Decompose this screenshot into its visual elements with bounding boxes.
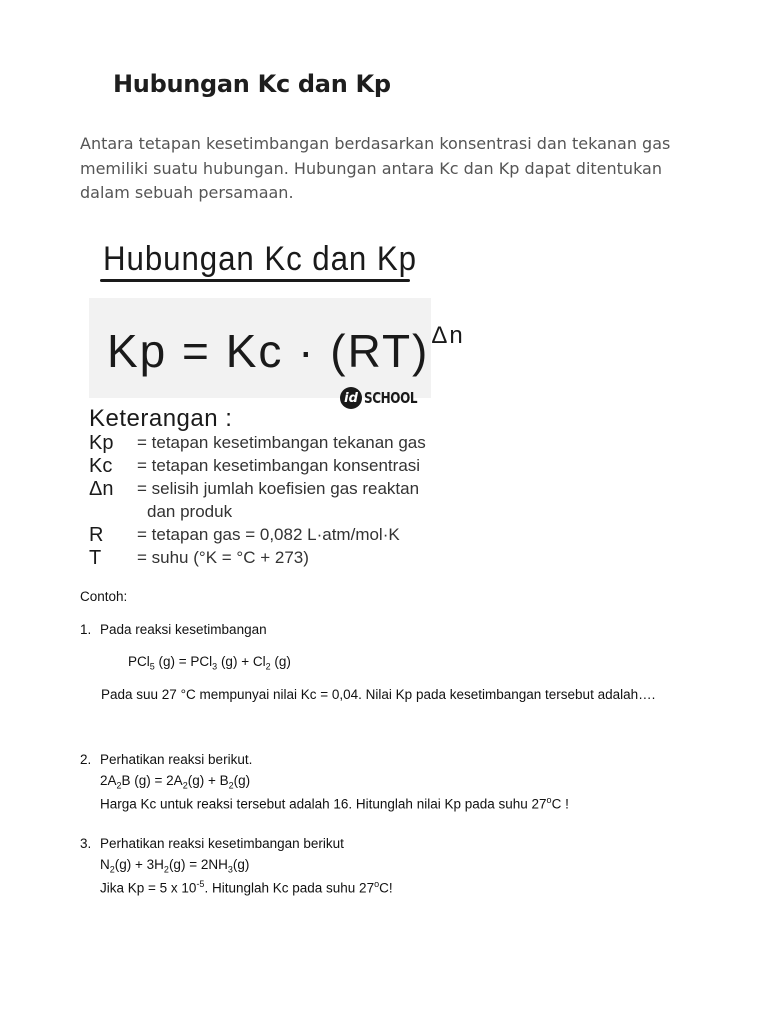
legend-symbol: Δn [89,478,114,500]
logo-text: SCHOOL [364,389,418,407]
idschool-logo [340,385,430,411]
legend-row [89,501,449,524]
examples-heading: Contoh: [80,589,128,604]
example-3-question-text: . Hitunglah Kc pada suhu 27 [204,880,375,896]
legend-symbol: T [89,547,102,569]
legend-description: = tetapan gas = 0,082 L·atm/mol·K [137,525,400,544]
legend-heading: Keterangan : [89,405,233,432]
legend-row [89,547,449,570]
degree-sign: o [374,879,380,889]
example-3-intro: Perhatikan reaksi kesetimbangan berikut [100,836,344,851]
note-title: Hubungan Kc dan Kp [103,240,417,278]
logo-mark-icon: id [340,387,362,409]
legend-list [89,432,449,570]
example-2-question-unit: C ! [551,796,569,812]
intro-paragraph [80,132,720,206]
example-3-question-unit: C! [379,880,393,896]
formula-exponent: Δn [431,321,465,349]
example-2-question-text: Harga Kc untuk reaksi tersebut adalah 16. Hitunglah nilai Kp pada suhu 27 [100,796,547,812]
example-3-question [100,879,393,896]
note-title-underline [100,279,410,282]
example-2-intro: Perhatikan reaksi berikut. [100,752,253,767]
intro-line: dalam sebuah persamaan. [80,183,294,202]
example-3-number: 3. [80,836,92,851]
example-1-equation: PCl$_5$ (g) = PCl$_3$ $(g) + Cl_2$ (g) [128,654,291,672]
example-1-question: Pada suu 27 °C mempunyai nilai Kc = 0,04. Nilai Kp pada kesetimbangan tersebut adalah…. [101,687,656,702]
legend-row [89,524,449,547]
example-2-equation: $2A_2B$ $(g) = 2A_2(g) + B_2(g)$ [100,773,251,791]
legend-description: = selisih jumlah koefisien gas reaktan [137,479,420,498]
kp-kc-formula [107,321,465,378]
example-3-equation: $N_2(g) + 3H_2(g) = 2NH_3(g)$ [100,857,250,875]
example-1-number: 1. [80,622,92,637]
legend-symbol: Kc [89,455,113,477]
example-1-intro: Pada reaksi kesetimbangan [100,622,267,637]
degree-sign: o [546,795,552,805]
legend-row [89,432,449,455]
exponent: -5 [196,879,205,889]
example-2-number: 2. [80,752,92,767]
example-2-question [100,795,569,812]
legend-description: = tetapan kesetimbangan konsentrasi [137,456,421,475]
formula-text: Kp = Kc · (RT) [107,325,430,377]
page-title: Hubungan Kc dan Kp [113,70,391,98]
intro-line: Antara tetapan kesetimbangan berdasarkan konsentrasi dan tekanan gas [80,134,671,153]
legend-description: dan produk [147,502,233,521]
intro-line: memiliki suatu hubungan. Hubungan antara Kc dan Kp dapat ditentukan [80,158,662,178]
legend-row [89,478,449,501]
legend-description: = suhu (°K = °C + 273) [137,548,309,567]
legend-row [89,455,449,478]
legend-symbol: Kp [89,432,114,454]
example-3-question-text: Jika Kp = 5 x 10 [100,880,197,896]
legend-description: = tetapan kesetimbangan tekanan gas [137,433,426,452]
legend-symbol: R [89,524,104,546]
